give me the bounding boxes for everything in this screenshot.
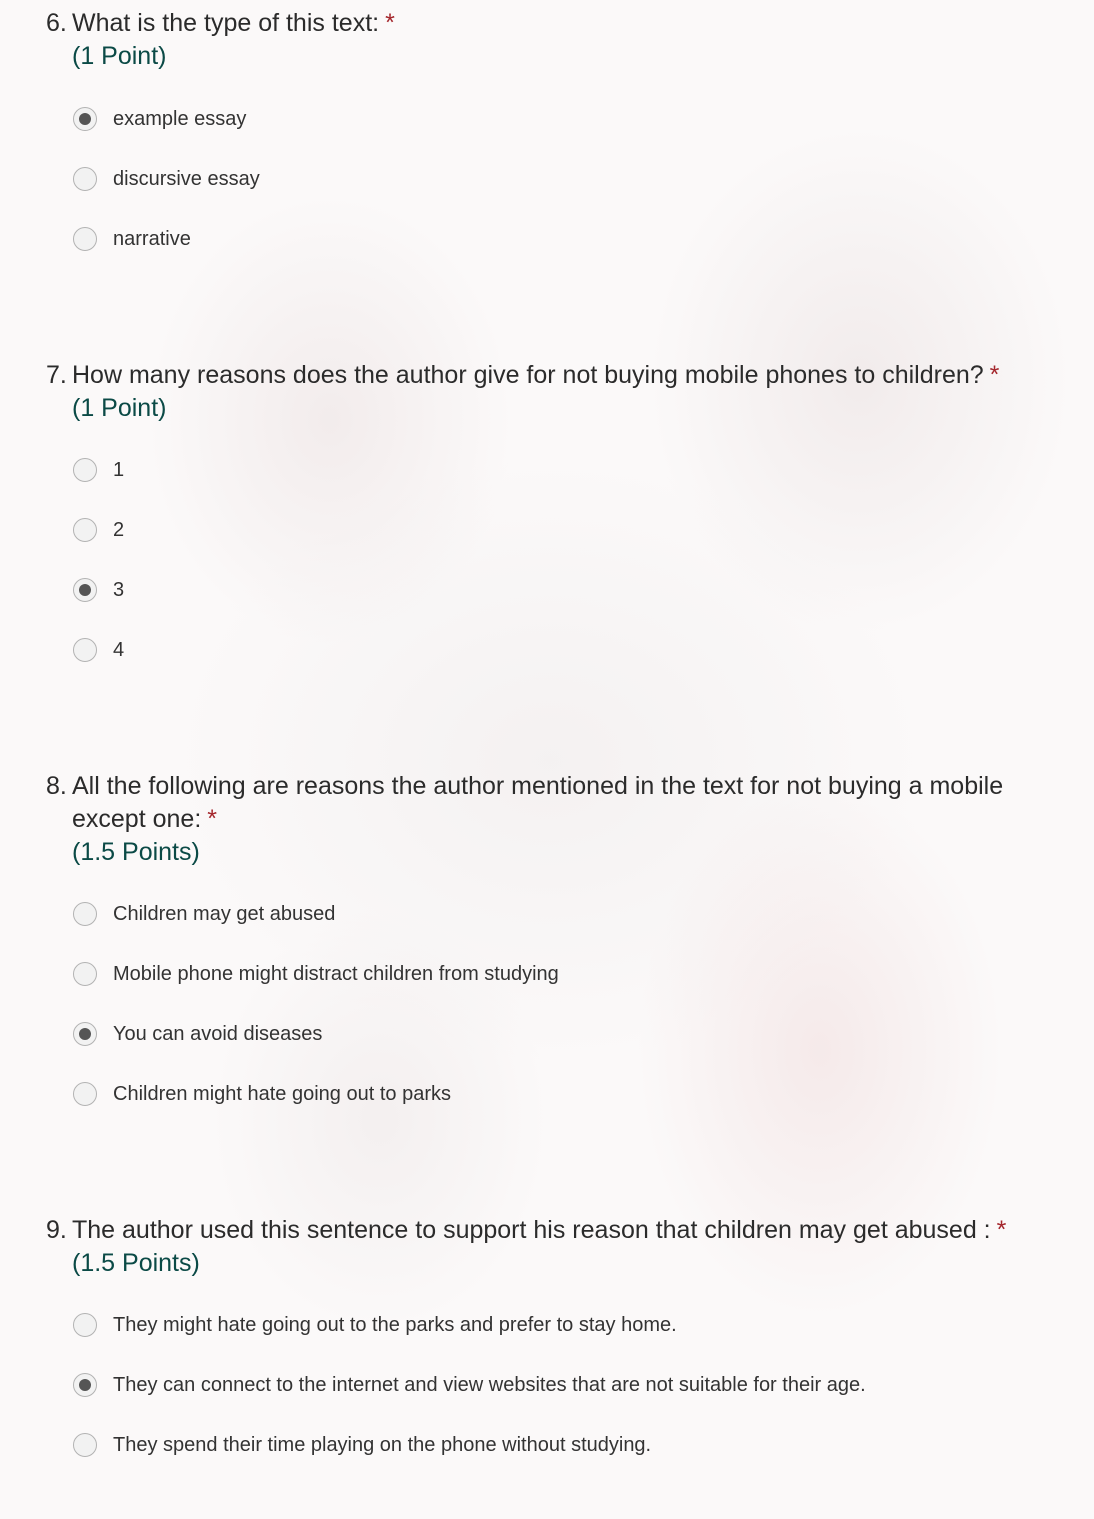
question-title bbox=[46, 770, 1044, 836]
option-label: 2 bbox=[113, 518, 125, 541]
radio-option[interactable] bbox=[73, 164, 260, 194]
radio-option[interactable] bbox=[73, 515, 124, 545]
radio-option[interactable] bbox=[73, 1079, 451, 1109]
option-label: Mobile phone might distract children from studying bbox=[113, 962, 559, 985]
radio-unselected-icon[interactable] bbox=[73, 167, 97, 191]
radio-unselected-icon[interactable] bbox=[73, 227, 97, 251]
question-points: (1 Point) bbox=[72, 42, 167, 70]
option-label: 1 bbox=[113, 458, 125, 481]
question-number: 6. bbox=[46, 9, 67, 37]
required-asterisk: * bbox=[385, 9, 395, 37]
radio-selected-icon[interactable] bbox=[73, 578, 97, 602]
option-label: 4 bbox=[113, 638, 125, 661]
option-label: narrative bbox=[113, 227, 191, 250]
radio-option[interactable] bbox=[73, 1430, 651, 1460]
question-title bbox=[46, 1214, 1054, 1247]
option-label: They spend their time playing on the phone without studying. bbox=[113, 1433, 652, 1456]
required-asterisk: * bbox=[207, 805, 217, 833]
radio-unselected-icon[interactable] bbox=[73, 1313, 97, 1337]
option-label: Children might hate going out to parks bbox=[113, 1082, 451, 1105]
radio-unselected-icon[interactable] bbox=[73, 1433, 97, 1457]
radio-unselected-icon[interactable] bbox=[73, 518, 97, 542]
required-asterisk: * bbox=[996, 1216, 1007, 1244]
radio-option[interactable] bbox=[73, 1019, 322, 1049]
question-points: (1.5 Points) bbox=[72, 838, 200, 866]
radio-option[interactable] bbox=[73, 1370, 866, 1400]
radio-option[interactable] bbox=[73, 1310, 677, 1340]
question-text: The author used this sentence to support his reason that children may get abused : bbox=[72, 1216, 991, 1244]
radio-unselected-icon[interactable] bbox=[73, 902, 97, 926]
radio-unselected-icon[interactable] bbox=[73, 638, 97, 662]
question-text: All the following are reasons the author mentioned in the text for not buying a mobile except one: bbox=[72, 772, 1004, 833]
radio-option[interactable] bbox=[73, 959, 559, 989]
question-text: What is the type of this text: bbox=[72, 9, 380, 37]
question-text: How many reasons does the author give for not buying mobile phones to children? bbox=[72, 361, 984, 389]
question-points: (1 Point) bbox=[72, 394, 167, 422]
radio-option[interactable] bbox=[73, 635, 124, 665]
option-label: 3 bbox=[113, 578, 125, 601]
radio-option[interactable] bbox=[73, 455, 124, 485]
radio-unselected-icon[interactable] bbox=[73, 1082, 97, 1106]
radio-selected-icon[interactable] bbox=[73, 107, 97, 131]
question-number: 7. bbox=[46, 361, 67, 389]
option-label: They can connect to the internet and view websites that are not suitable for their age. bbox=[113, 1373, 866, 1396]
question-number: 9. bbox=[46, 1216, 67, 1244]
radio-selected-icon[interactable] bbox=[73, 1373, 97, 1397]
question-points: (1.5 Points) bbox=[72, 1249, 200, 1277]
question-title bbox=[46, 7, 1044, 40]
option-label: discursive essay bbox=[113, 167, 260, 190]
radio-option[interactable] bbox=[73, 224, 191, 254]
option-label: They might hate going out to the parks and prefer to stay home. bbox=[113, 1313, 677, 1336]
option-label: You can avoid diseases bbox=[113, 1022, 323, 1045]
radio-selected-icon[interactable] bbox=[73, 1022, 97, 1046]
radio-unselected-icon[interactable] bbox=[73, 962, 97, 986]
radio-option[interactable] bbox=[73, 104, 246, 134]
question-title bbox=[46, 359, 1044, 392]
required-asterisk: * bbox=[989, 361, 1000, 389]
option-label: example essay bbox=[113, 107, 247, 130]
option-label: Children may get abused bbox=[113, 902, 336, 925]
radio-unselected-icon[interactable] bbox=[73, 458, 97, 482]
question-number: 8. bbox=[46, 772, 67, 800]
radio-option[interactable] bbox=[73, 575, 124, 605]
radio-option[interactable] bbox=[73, 899, 335, 929]
